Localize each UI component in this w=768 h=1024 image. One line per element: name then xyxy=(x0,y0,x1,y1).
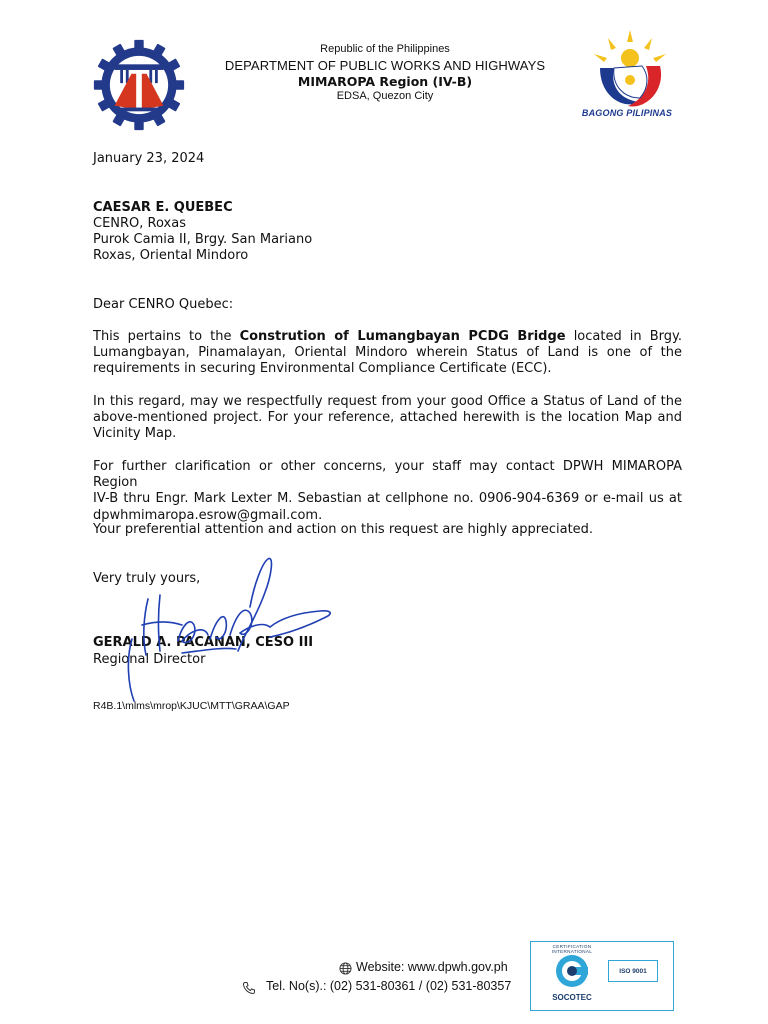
signatory-name: GERALD A. PACANAN, CESO III xyxy=(93,635,314,650)
signatory-title: Regional Director xyxy=(93,652,206,667)
socotec-emblem-icon xyxy=(554,953,590,989)
iso-badge: ISO 9001 xyxy=(608,960,658,982)
paragraph-4: Your preferential attention and action on this request are highly appreciated. xyxy=(93,522,594,537)
paragraph-3 xyxy=(93,459,682,524)
phone-icon xyxy=(242,981,256,995)
republic-line: Republic of the Philippines xyxy=(320,43,450,55)
certification-international-label: CERTIFICATION INTERNATIONAL xyxy=(551,944,593,954)
paragraph-3-line-1: For further clarification or other concerns, your staff may contact DPWH MIMAROPA Region xyxy=(93,459,682,491)
paragraph-1-line-2: Lumangbayan, Pinamalayan, Oriental Mindoro wherein Status of Land is one of the xyxy=(93,345,682,361)
handwritten-signature xyxy=(120,555,340,705)
paragraph-3-line-2: IV-B thru Engr. Mark Lexter M. Sebastian at cellphone no. 0906-904-6369 or e-mail us at xyxy=(93,491,682,507)
reference-code: R4B.1\mlms\mrop\KJUC\MTT\GRAA\GAP xyxy=(93,700,290,712)
recipient-name: CAESAR E. QUEBEC xyxy=(93,200,233,215)
closing: Very truly yours, xyxy=(93,571,201,586)
paragraph-3-line-3: dpwhmimaropa.esrow@gmail.com. xyxy=(93,507,323,523)
recipient-address-line1: Purok Camia II, Brgy. San Mariano xyxy=(93,232,313,247)
letter-date: January 23, 2024 xyxy=(93,151,205,166)
department-address: EDSA, Quezon City xyxy=(336,90,434,102)
bagong-pilipinas-wordmark: BAGONG PILIPINAS xyxy=(581,108,673,118)
paragraph-1-line-1: This pertains to the Constrution of Lumangbayan PCDG Bridge located in Brgy. xyxy=(93,329,682,344)
paragraph-1 xyxy=(93,329,682,378)
footer-website: Website: www.dpwh.gov.ph xyxy=(356,960,508,974)
region-name: MIMAROPA Region (IV-B) xyxy=(297,74,473,89)
paragraph-2-line-3: Vicinity Map. xyxy=(93,426,177,442)
footer-telephone: Tel. No(s).: (02) 531-80361 / (02) 531-80357 xyxy=(266,979,512,993)
paragraph-2-line-1: In this regard, may we respectfully request from your good Office a Status of Land of the xyxy=(93,394,682,409)
bagong-pilipinas-logo xyxy=(580,28,680,120)
globe-icon xyxy=(339,962,352,975)
department-name: DEPARTMENT OF PUBLIC WORKS AND HIGHWAYS xyxy=(224,58,546,73)
paragraph-2 xyxy=(93,394,682,443)
socotec-label: SOCOTEC xyxy=(552,993,592,1002)
salutation: Dear CENRO Quebec: xyxy=(93,297,234,312)
recipient-office: CENRO, Roxas xyxy=(93,216,186,231)
recipient-address-line2: Roxas, Oriental Mindoro xyxy=(93,248,249,263)
dpwh-seal-logo xyxy=(92,38,186,132)
paragraph-2-line-2: above-mentioned project. For your reference, attached herewith is the location Map and xyxy=(93,410,682,426)
paragraph-1-line-3: requirements in securing Environmental Compliance Certificate (ECC). xyxy=(93,361,552,377)
